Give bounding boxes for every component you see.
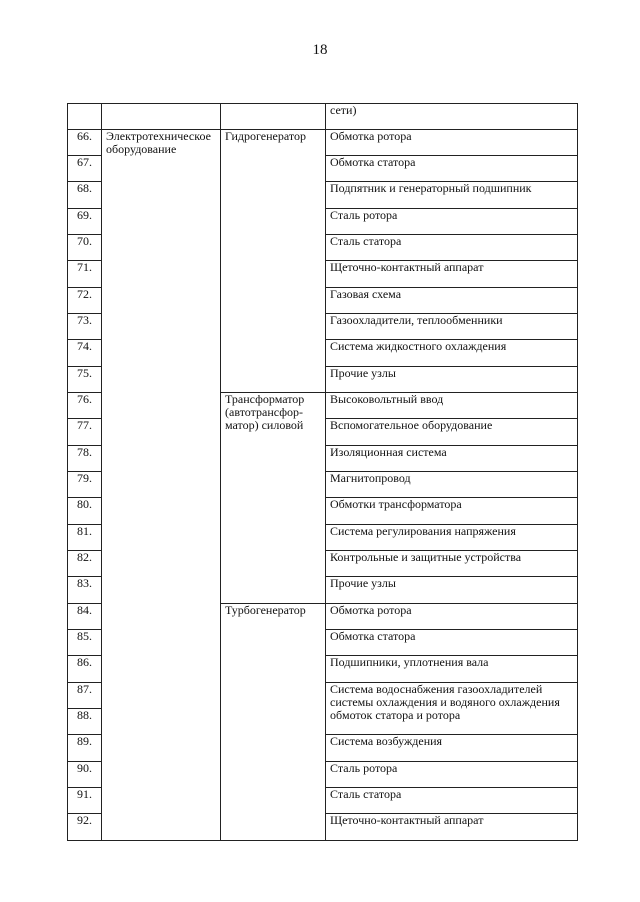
- row-number: 67.: [68, 156, 102, 182]
- component-cell: Обмотка статора: [326, 630, 578, 656]
- row-number: 86.: [68, 656, 102, 683]
- component-cell: Контрольные и защитные устройства: [326, 551, 578, 577]
- component-cell: Щеточно-контактный аппарат: [326, 261, 578, 288]
- row-number: 76.: [68, 393, 102, 419]
- component-cell: Подшипники, уплотнения вала: [326, 656, 578, 683]
- component-cell: сети): [326, 104, 578, 130]
- row-number: 85.: [68, 630, 102, 656]
- component-cell: Газовая схема: [326, 288, 578, 314]
- component-cell: Подпятник и генераторный подшипник: [326, 182, 578, 209]
- equipment-table: [67, 103, 578, 841]
- component-cell: Прочие узлы: [326, 577, 578, 604]
- row-number: 66.: [68, 130, 102, 156]
- component-cell: Газоохладители, теплообменники: [326, 314, 578, 340]
- page-number: 18: [312, 42, 328, 58]
- row-number: 81.: [68, 525, 102, 551]
- equipment-cell: Турбогенератор: [221, 604, 326, 841]
- row-number: 75.: [68, 367, 102, 393]
- table-row: [68, 104, 578, 130]
- row-number: 69.: [68, 209, 102, 235]
- row-number: 91.: [68, 788, 102, 814]
- row-number: [68, 104, 102, 130]
- row-number: 74.: [68, 340, 102, 367]
- equipment-cell: Трансформатор (автотрансфор-матор) силовой: [221, 393, 326, 604]
- row-number: 87.: [68, 683, 102, 709]
- row-number: 80.: [68, 498, 102, 525]
- component-cell: Сталь статора: [326, 788, 578, 814]
- component-cell: Изоляционная система: [326, 446, 578, 472]
- equipment-cell: Гидрогенератор: [221, 130, 326, 393]
- row-number: 71.: [68, 261, 102, 288]
- row-number: 79.: [68, 472, 102, 498]
- row-number: 92.: [68, 814, 102, 841]
- component-cell: Сталь статора: [326, 235, 578, 261]
- row-number: 78.: [68, 446, 102, 472]
- row-number: 90.: [68, 762, 102, 788]
- row-number: 77.: [68, 419, 102, 446]
- row-number: 82.: [68, 551, 102, 577]
- row-number: 70.: [68, 235, 102, 261]
- component-cell: Магнитопровод: [326, 472, 578, 498]
- category-cell: Электротехническое оборудование: [102, 130, 221, 841]
- component-cell: Обмотки трансформатора: [326, 498, 578, 525]
- component-cell: Обмотка статора: [326, 156, 578, 182]
- component-cell: Система возбуждения: [326, 735, 578, 762]
- component-cell: Высоковольтный ввод: [326, 393, 578, 419]
- row-number: 68.: [68, 182, 102, 209]
- row-number: 88.: [68, 709, 102, 735]
- category-cell: [102, 104, 221, 130]
- component-cell: Прочие узлы: [326, 367, 578, 393]
- row-number: 72.: [68, 288, 102, 314]
- row-number: 89.: [68, 735, 102, 762]
- component-cell: Сталь ротора: [326, 762, 578, 788]
- table-row: [68, 130, 578, 156]
- row-number: 83.: [68, 577, 102, 604]
- component-cell: Система водоснабжения газоохладителей системы охлаждения и водяного охлаждения обмоток статора и ротора: [326, 683, 578, 735]
- component-cell: Обмотка ротора: [326, 604, 578, 630]
- component-cell: Вспомогательное оборудование: [326, 419, 578, 446]
- equipment-cell: [221, 104, 326, 130]
- component-cell: Сталь ротора: [326, 209, 578, 235]
- component-cell: Щеточно-контактный аппарат: [326, 814, 578, 841]
- component-cell: Система жидкостного охлаждения: [326, 340, 578, 367]
- component-cell: Обмотка ротора: [326, 130, 578, 156]
- row-number: 84.: [68, 604, 102, 630]
- component-cell: Система регулирования напряжения: [326, 525, 578, 551]
- row-number: 73.: [68, 314, 102, 340]
